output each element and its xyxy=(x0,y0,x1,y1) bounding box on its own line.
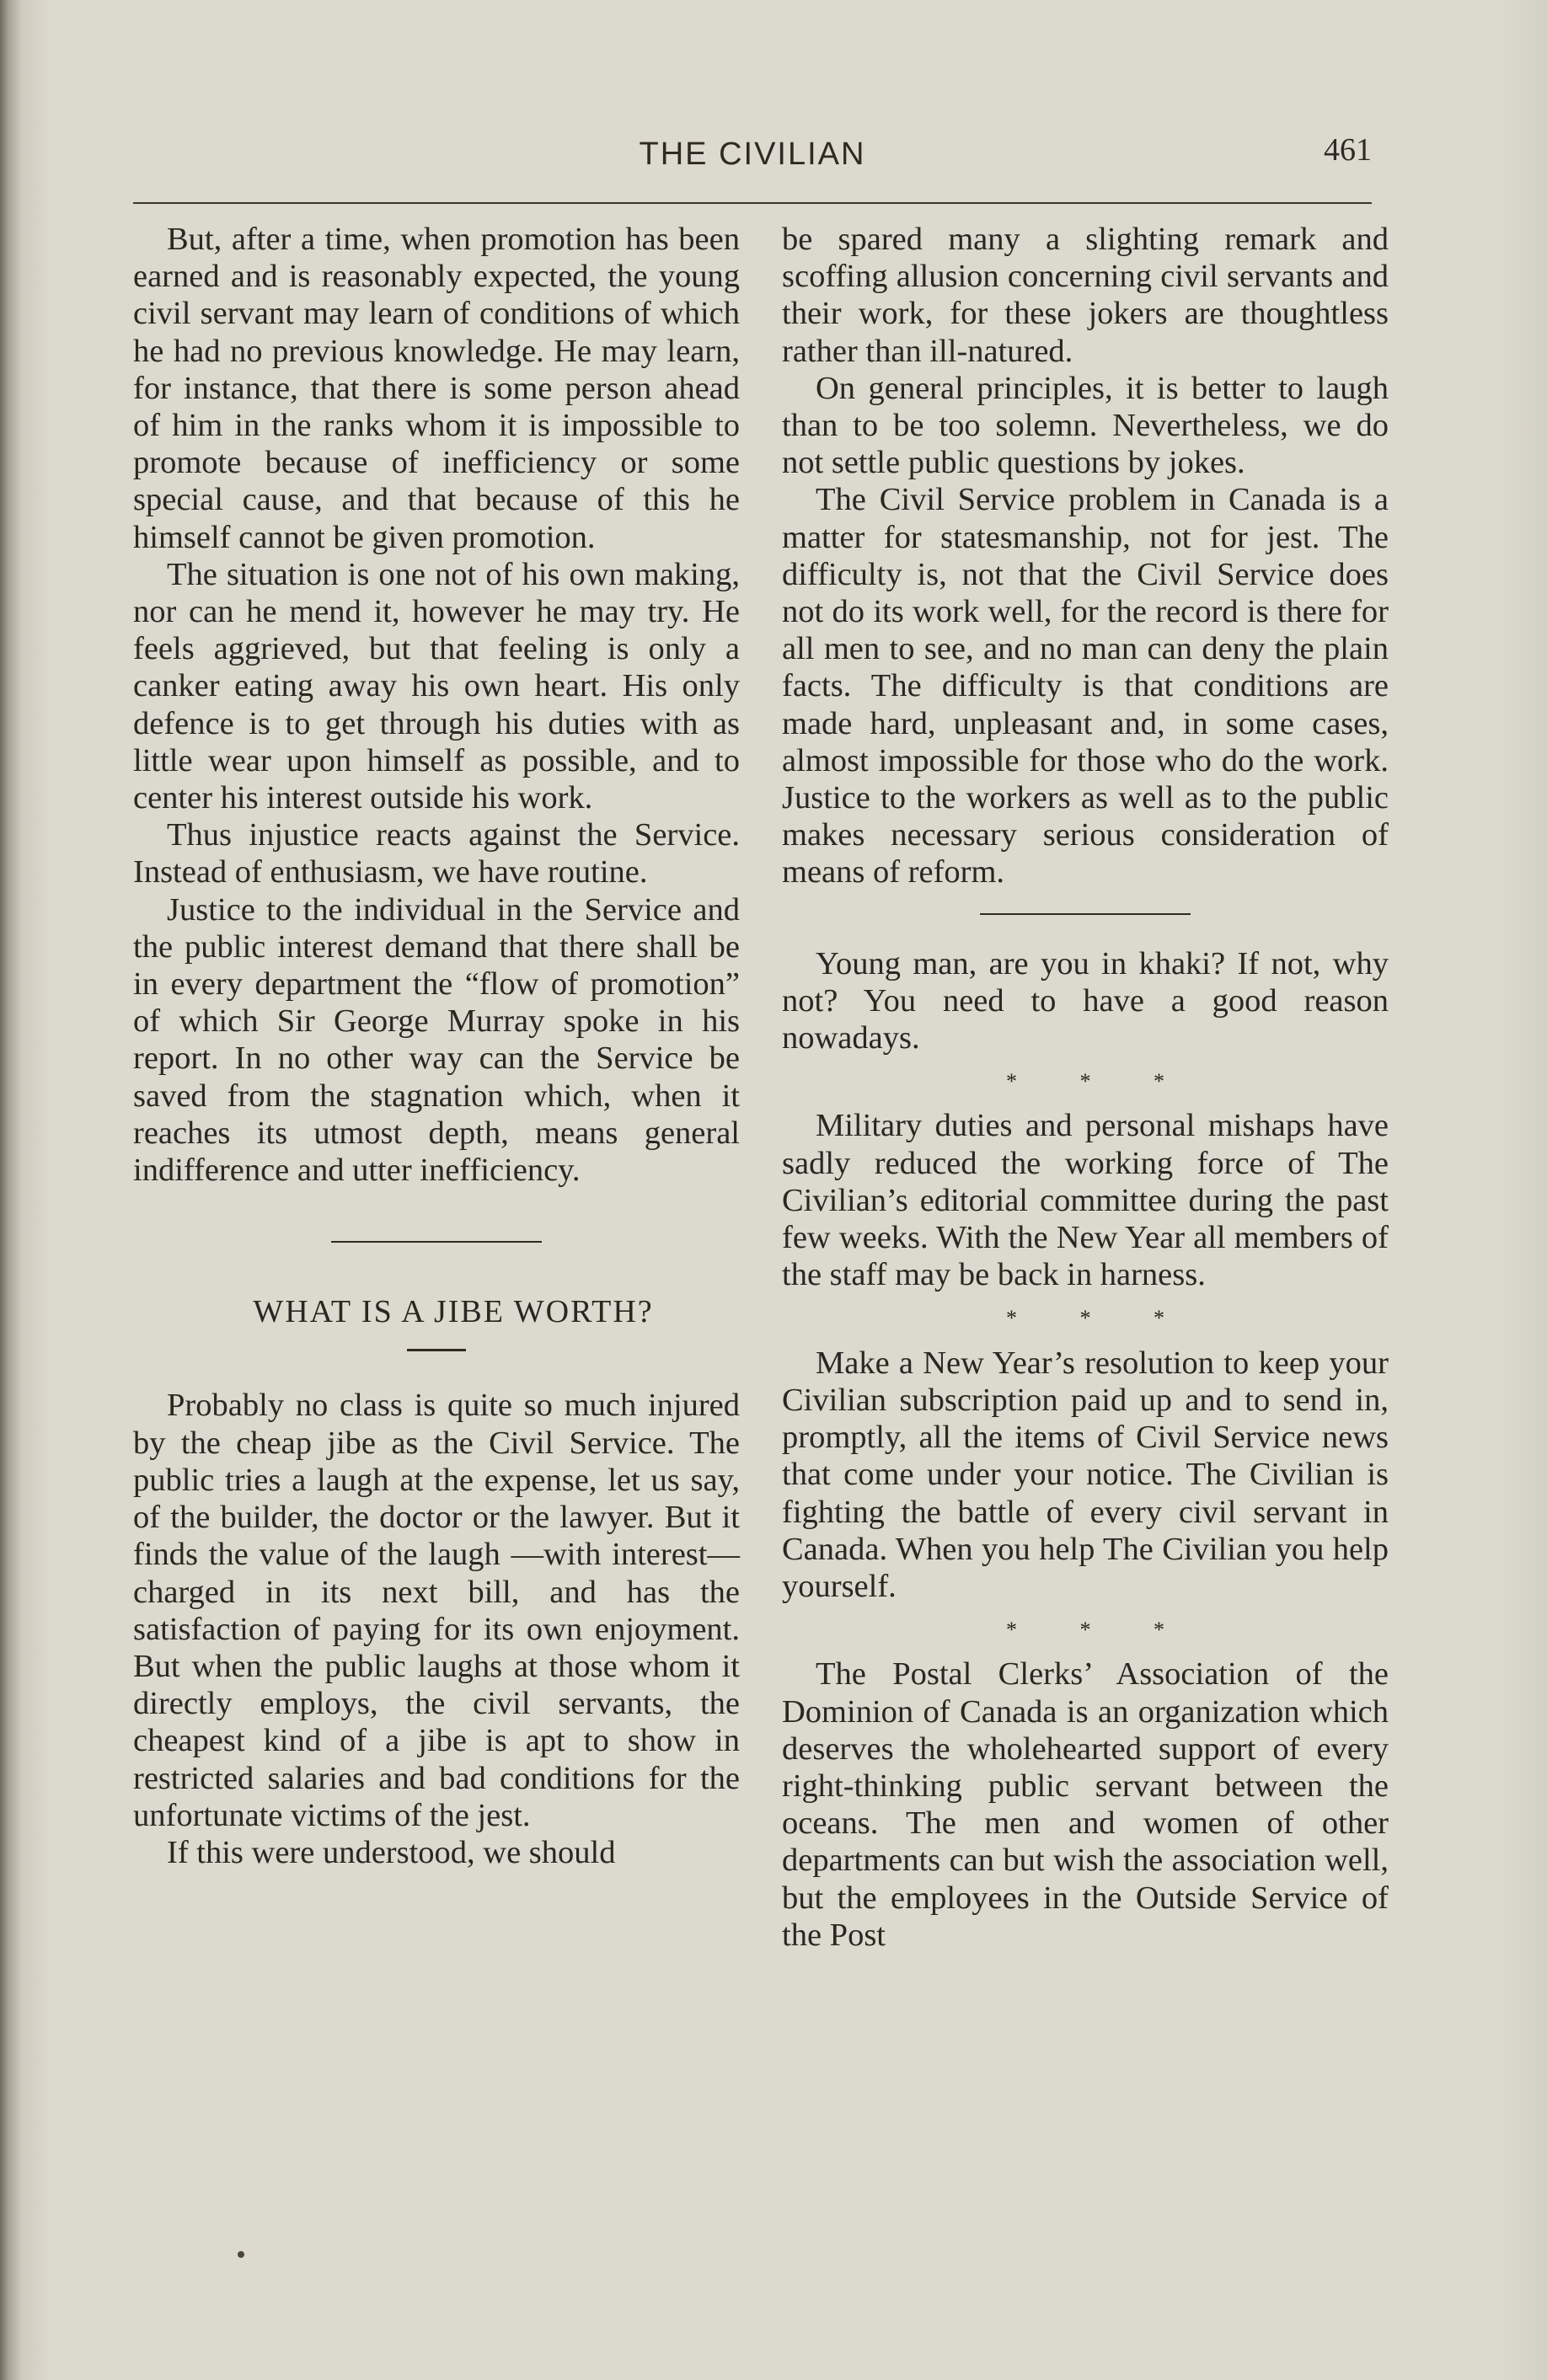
paragraph: The Postal Clerks’ Association of the Dominion of Canada is an organization which deserves the wholehearted support of every right-thinking public servant between the oceans. The men and women of other departments can but wish the association well, but the employees in the Outside Service of the Post xyxy=(782,1656,1389,1953)
asterism: * * * xyxy=(1006,1306,1193,1331)
paragraph: If this were understood, we should xyxy=(167,1834,616,1870)
paragraph: On general principles, it is better to laugh than to be too solemn. Nevertheless, we do not settle public questions by jokes. xyxy=(782,370,1389,481)
section-divider xyxy=(980,913,1191,915)
page-number: 461 xyxy=(1324,132,1372,168)
right-column xyxy=(782,221,1389,1954)
left-column xyxy=(133,221,740,1871)
article-heading: WHAT IS A JIBE WORTH? xyxy=(253,1294,654,1330)
asterism: * * * xyxy=(1006,1618,1193,1643)
asterism: * * * xyxy=(1006,1069,1193,1094)
heading-rule xyxy=(407,1349,466,1351)
print-speck xyxy=(238,2251,244,2258)
paragraph: be spared many a slighting remark and scoffing allusion concerning civil servants and their work, for these jokers are thoughtless rather than ill-natured. xyxy=(782,222,1389,369)
paragraph: Young man, are you in khaki? If not, why not? You need to have a good reason nowadays. xyxy=(782,945,1389,1056)
paragraph: The Civil Service problem in Canada is a matter for statesmanship, not for jest. The difficulty is, not that the Civil Service does not do its work well, for the record is there for all men to see, and no man can deny the plain facts. The difficulty is that conditions are made hard, unpleasant and, in some cases, almost impossible for those who do the work. Justice to the workers as well as to the public makes necessary serious consideration of means of reform. xyxy=(782,482,1389,890)
paragraph: But, after a time, when promotion has been earned and is reasonably expected, the young civil servant may learn of conditions of which he had no previous knowledge. He may learn, for instance, that there is some person ahead of him in the ranks whom it is impossible to promote because of inefficiency or some special cause, and that because of this he himself cannot be given promotion. xyxy=(133,222,740,555)
paragraph: The situation is one not of his own making, nor can he mend it, however he may try. He feels aggrieved, but that feeling is only a canker eating away his own heart. His only defence is to get through his duties with as little wear upon himself as possible, and to center his interest outside his work. xyxy=(133,556,740,816)
paragraph: Justice to the individual in the Service and the public interest demand that there shall be in every department the “flow of promotion” of which Sir George Murray spoke in his report. In no other way can the Service be saved from the stagnation which, when it reaches its utmost depth, means general indifference and utter inefficiency. xyxy=(133,891,740,1189)
section-divider xyxy=(331,1241,542,1243)
paragraph: Make a New Year’s resolution to keep your Civilian subscription paid up and to send in, promptly, all the items of Civil Service news that come under your notice. The Civilian is fighting the battle of every civil servant in Canada. When you help The Civilian you help yourself. xyxy=(782,1345,1389,1604)
page-header xyxy=(133,126,1372,185)
running-title: THE CIVILIAN xyxy=(639,136,866,172)
paragraph: Thus injustice reacts against the Service. Instead of enthusiasm, we have routine. xyxy=(133,817,740,890)
header-rule xyxy=(133,202,1372,204)
paragraph: Probably no class is quite so much injured by the cheap jibe as the Civil Service. The public tries a laugh at the expense, let us say, of the builder, the doctor or the lawyer. But it finds the value of the laugh —with interest—charged in its next bill, and has the satisfaction of paying for its own enjoyment. But when the public laughs at those whom it directly employs, the civil servants, the cheapest kind of a jibe is apt to show in restricted salaries and bad conditions for the unfortunate victims of the jest. xyxy=(133,1388,740,1833)
paragraph: Military duties and personal mishaps have sadly reduced the working force of The Civilian’s editorial committee during the past few weeks. With the New Year all members of the staff may be back in harness. xyxy=(782,1108,1389,1293)
